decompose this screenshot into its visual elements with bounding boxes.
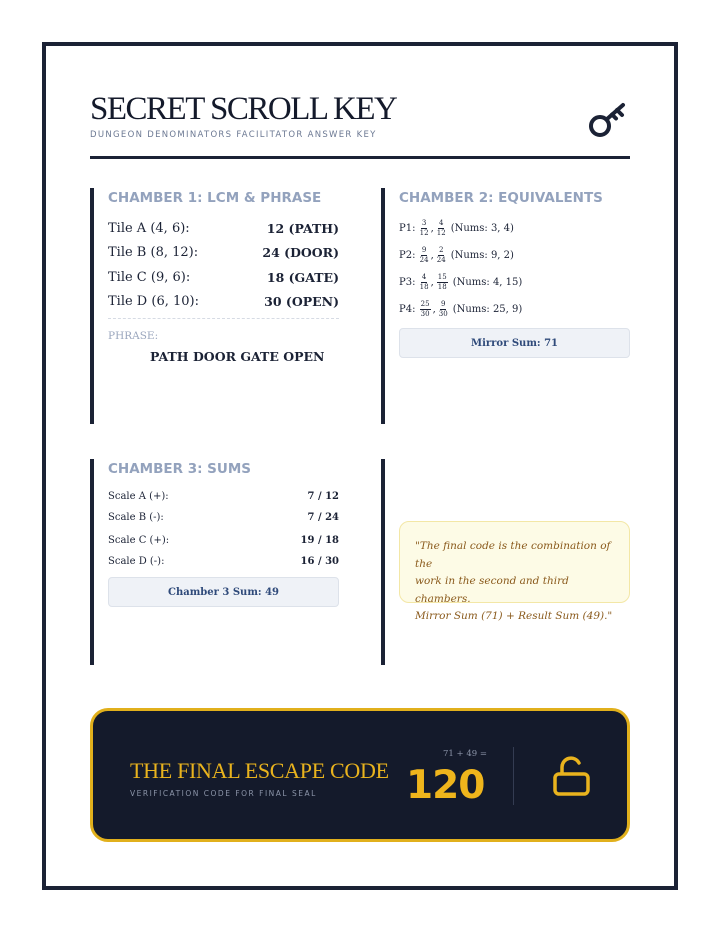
key-icon	[587, 100, 629, 140]
scale-d-label: Scale D (-):	[108, 556, 165, 567]
separator: ,	[430, 276, 434, 288]
scale-b-value: 7 / 24	[307, 512, 339, 523]
chamber-1-bar	[90, 188, 94, 424]
scale-a-label: Scale A (+):	[108, 491, 169, 502]
equivalent-row-p4	[399, 299, 522, 319]
scale-b-label: Scale B (-):	[108, 512, 164, 523]
hint-line-1: "The final code is the combination of the	[415, 540, 611, 570]
denominator: 12	[419, 228, 429, 237]
tile-d-label: Tile D (6, 10):	[108, 294, 199, 309]
phrase-label: PHRASE:	[108, 330, 159, 342]
fraction	[437, 247, 446, 264]
equivalent-row-p1	[399, 218, 514, 238]
numerator: 25	[420, 299, 430, 308]
fraction	[437, 220, 446, 237]
numerators-note: (Nums: 4, 15)	[452, 276, 523, 288]
final-equation: 71 + 49 =	[443, 749, 487, 759]
numerators-note: (Nums: 25, 9)	[452, 303, 523, 315]
note-bar	[381, 459, 385, 665]
chamber-3-sum-box: Chamber 3 Sum: 49	[108, 577, 339, 607]
scale-a-value: 7 / 12	[307, 491, 339, 502]
phrase-value: PATH DOOR GATE OPEN	[150, 349, 325, 364]
numerator: 4	[421, 272, 427, 281]
chamber-3-title: CHAMBER 3: SUMS	[108, 461, 252, 477]
row-label: P2:	[399, 249, 416, 261]
hint-note	[399, 521, 630, 622]
final-divider	[513, 747, 514, 805]
numerator: 9	[440, 299, 446, 308]
hint-line-3: Mirror Sum (71) + Result Sum (49)."	[415, 610, 613, 622]
fraction	[420, 301, 431, 318]
chamber-2-title: CHAMBER 2: EQUIVALENTS	[399, 190, 603, 206]
scale-c-value: 19 / 18	[300, 535, 339, 546]
tile-b-label: Tile B (8, 12):	[108, 245, 199, 260]
phrase-divider	[108, 318, 339, 319]
fraction	[420, 220, 429, 237]
fraction	[439, 301, 448, 318]
unlock-icon	[552, 755, 592, 799]
denominator: 18	[419, 282, 429, 291]
denominator: 18	[437, 282, 447, 291]
fraction	[437, 274, 448, 291]
mirror-sum-box: Mirror Sum: 71	[399, 328, 630, 358]
separator: ,	[430, 222, 434, 234]
tile-c-label: Tile C (9, 6):	[108, 270, 191, 285]
denominator: 30	[438, 309, 448, 318]
numerator: 15	[437, 272, 447, 281]
tile-c-value: 18 (GATE)	[266, 270, 339, 285]
tile-d-value: 30 (OPEN)	[264, 294, 339, 309]
tile-a-label: Tile A (4, 6):	[108, 221, 190, 236]
scale-c-label: Scale C (+):	[108, 535, 170, 546]
final-code-panel	[90, 708, 630, 842]
page-subtitle: DUNGEON DENOMINATORS FACILITATOR ANSWER KEY	[90, 130, 377, 140]
header-divider	[90, 156, 630, 159]
chamber-2-bar	[381, 188, 385, 424]
page-title: SECRET SCROLL KEY	[90, 91, 397, 127]
chamber-1-title: CHAMBER 1: LCM & PHRASE	[108, 190, 322, 206]
fraction	[420, 247, 429, 264]
numerator: 4	[438, 218, 444, 227]
hint-line-2: work in the second and third chambers.	[415, 575, 569, 605]
numerators-note: (Nums: 9, 2)	[450, 249, 514, 261]
scale-d-value: 16 / 30	[300, 556, 339, 567]
denominator: 12	[436, 228, 446, 237]
row-label: P4:	[399, 303, 416, 315]
denominator: 24	[419, 255, 429, 264]
numerators-note: (Nums: 3, 4)	[450, 222, 514, 234]
equivalent-row-p3	[399, 272, 522, 292]
tile-a-value: 12 (PATH)	[266, 221, 339, 236]
row-label: P3:	[399, 276, 416, 288]
final-code-subtitle: VERIFICATION CODE FOR FINAL SEAL	[130, 789, 317, 798]
denominator: 24	[436, 255, 446, 264]
final-code-title: THE FINAL ESCAPE CODE	[130, 758, 389, 783]
numerator: 9	[421, 245, 427, 254]
row-label: P1:	[399, 222, 416, 234]
numerator: 3	[421, 218, 427, 227]
denominator: 30	[420, 309, 430, 318]
equivalent-row-p2	[399, 245, 514, 265]
chamber-3-bar	[90, 459, 94, 665]
separator: ,	[432, 303, 436, 315]
numerator: 2	[438, 245, 444, 254]
separator: ,	[430, 249, 434, 261]
final-code-value: 120	[406, 763, 485, 808]
fraction	[420, 274, 429, 291]
tile-b-value: 24 (DOOR)	[262, 245, 339, 260]
